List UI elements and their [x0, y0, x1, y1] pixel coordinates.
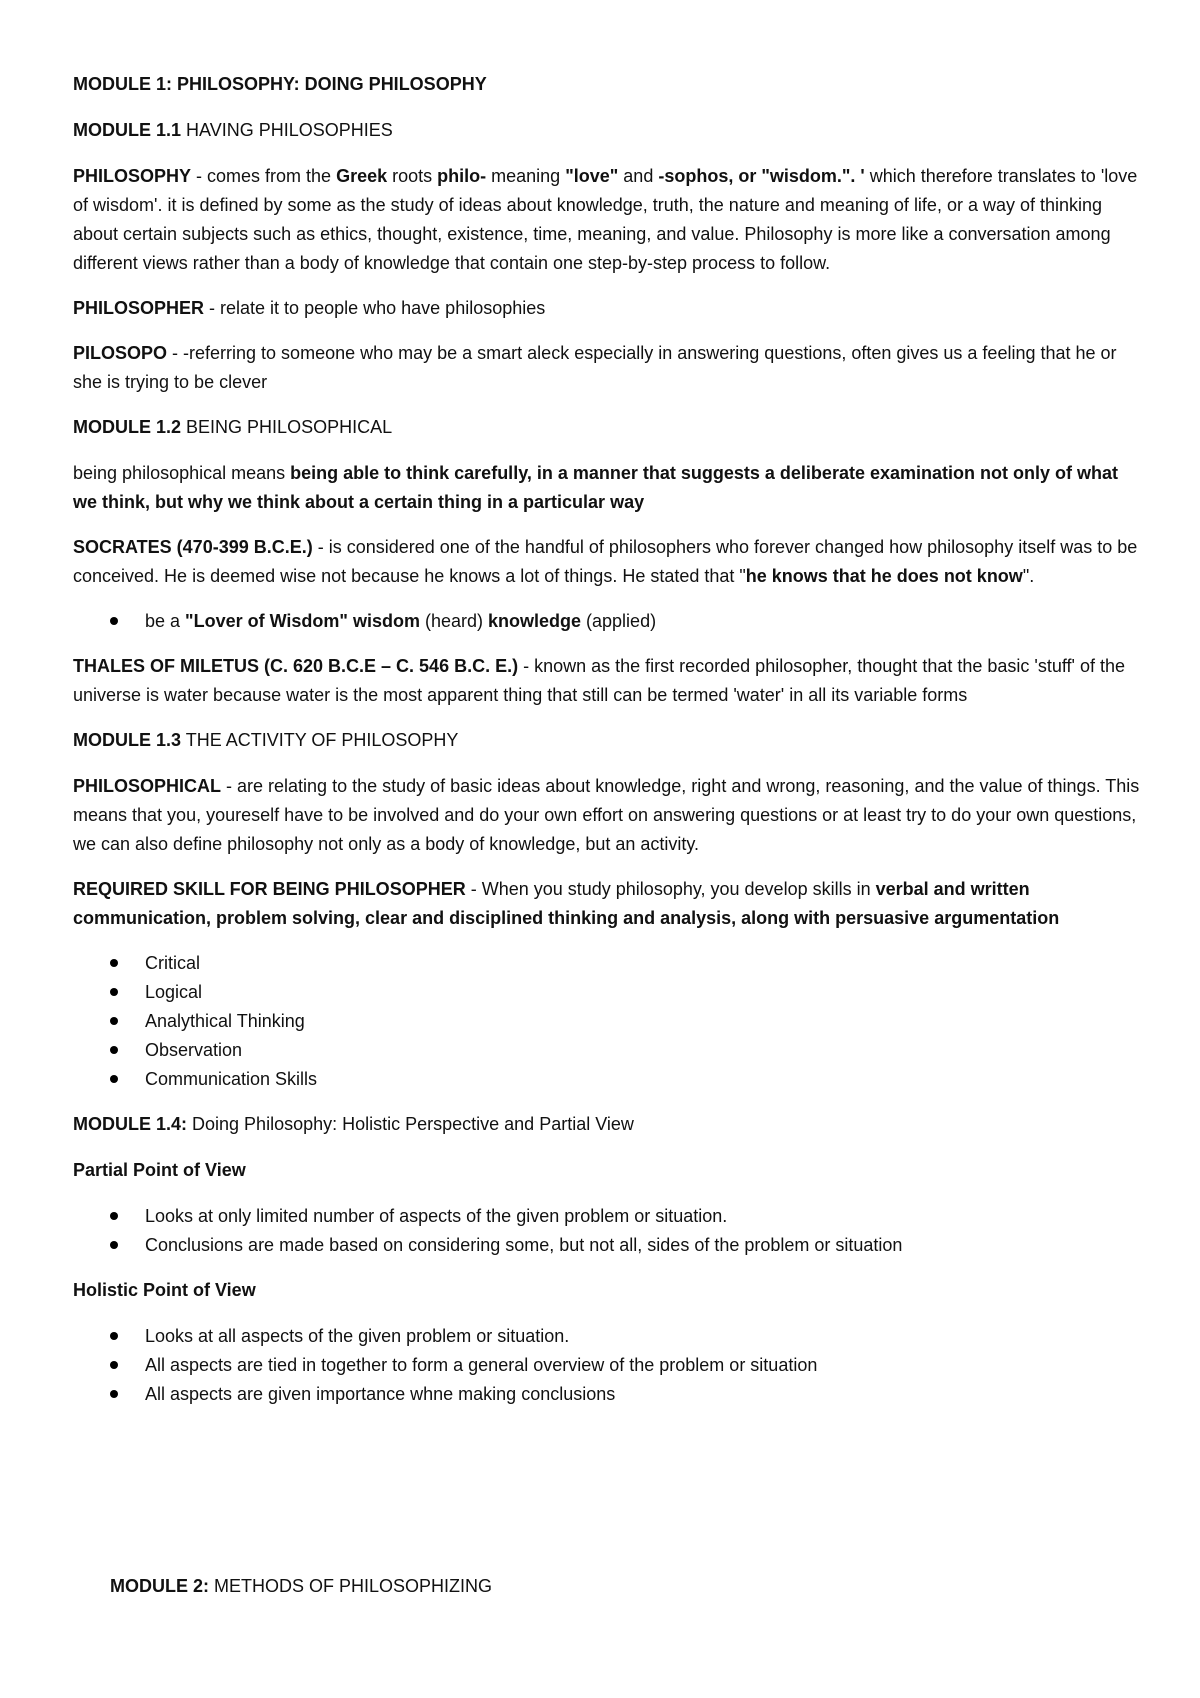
skills-list [73, 949, 1143, 1094]
list-item: be a "Lover of Wisdom" wisdom (heard) knowledge (applied) [73, 607, 1143, 636]
pilosopo-definition: PILOSOPO - -referring to someone who may be a smart aleck especially in answering questions, often gives us a feeling that he or she is trying to be clever [73, 343, 1117, 392]
philosopher-definition: PHILOSOPHER - relate it to people who have philosophies [73, 298, 546, 318]
bullet-icon [110, 1075, 118, 1083]
bullet-icon [110, 1390, 118, 1398]
bullet-icon [110, 1241, 118, 1249]
required-skill-paragraph: REQUIRED SKILL FOR BEING PHILOSOPHER - When you study philosophy, you develop skills in verbal and written communication, problem solving, clear and disciplined thinking and analysis, along with persuasive argumentation [73, 879, 1060, 928]
list-item: Looks at only limited number of aspects of the given problem or situation. [73, 1202, 1143, 1231]
list-item: Observation [73, 1036, 1143, 1065]
socrates-bullet-list [73, 607, 1143, 636]
bullet-icon [110, 1212, 118, 1220]
list-item: Communication Skills [73, 1065, 1143, 1094]
bullet-icon [110, 1017, 118, 1025]
philosophical-definition: PHILOSOPHICAL - are relating to the study of basic ideas about knowledge, right and wrong, reasoning, and the value of things. This means that you, youreself have to be involved and do your own effort on answering questions or at least try to do your own questions, we can also define philosophy not only as a body of knowledge, but an activity. [73, 776, 1140, 854]
list-item: Looks at all aspects of the given problem or situation. [73, 1322, 1143, 1351]
holistic-view-list [73, 1322, 1143, 1409]
list-item: Logical [73, 978, 1143, 1007]
holistic-view-heading: Holistic Point of View [73, 1280, 256, 1300]
module-1-4-heading: MODULE 1.4: Doing Philosophy: Holistic Perspective and Partial View [73, 1114, 634, 1134]
module-1-2-heading: MODULE 1.2 BEING PHILOSOPHICAL [73, 417, 393, 437]
bullet-icon [110, 1332, 118, 1340]
list-item: All aspects are given importance whne making conclusions [73, 1380, 1143, 1409]
socrates-definition: SOCRATES (470-399 B.C.E.) - is considered one of the handful of philosophers who forever changed how philosophy itself was to be conceived. He is deemed wise not because he knows a lot of things. He stated that "he knows that he does not know". [73, 537, 1138, 586]
partial-view-heading: Partial Point of View [73, 1160, 246, 1180]
philosophy-definition: PHILOSOPHY - comes from the Greek roots philo- meaning "love" and -sophos, or "wisdom.". ' which therefore translates to 'love of wisdom'. it is defined by some as the study of ideas about knowledge, truth, the nature and meaning of life, or a way of thinking about certain subjects such as ethics, thought, existence, time, meaning, and value. Philosophy is more like a conversation among different views rather than a body of knowledge that contain one step-by-step process to follow. [73, 166, 1138, 273]
module-2-heading: MODULE 2: METHODS OF PHILOSOPHIZING [110, 1576, 493, 1596]
list-item: Conclusions are made based on considering some, but not all, sides of the problem or situation [73, 1231, 1143, 1260]
module-1-1-heading: MODULE 1.1 HAVING PHILOSOPHIES [73, 120, 393, 140]
being-philosophical-paragraph: being philosophical means being able to think carefully, in a manner that suggests a deliberate examination not only of what we think, but why we think about a certain thing in a particular way [73, 463, 1118, 512]
document-page [73, 70, 1143, 1425]
bullet-icon [110, 1046, 118, 1054]
bullet-icon [110, 959, 118, 967]
bullet-icon [110, 1361, 118, 1369]
module-1-title: MODULE 1: PHILOSOPHY: DOING PHILOSOPHY [73, 74, 487, 94]
thales-definition: THALES OF MILETUS (C. 620 B.C.E – C. 546 B.C. E.) - known as the first recorded philosopher, thought that the basic 'stuff' of the universe is water because water is the most apparent thing that still can be termed 'water' in all its variable forms [73, 656, 1125, 705]
partial-view-list [73, 1202, 1143, 1260]
module-1-3-heading: MODULE 1.3 THE ACTIVITY OF PHILOSOPHY [73, 730, 459, 750]
list-item: All aspects are tied in together to form a general overview of the problem or situation [73, 1351, 1143, 1380]
bullet-icon [110, 988, 118, 996]
bullet-icon [110, 617, 118, 625]
list-item: Analythical Thinking [73, 1007, 1143, 1036]
list-item: Critical [73, 949, 1143, 978]
